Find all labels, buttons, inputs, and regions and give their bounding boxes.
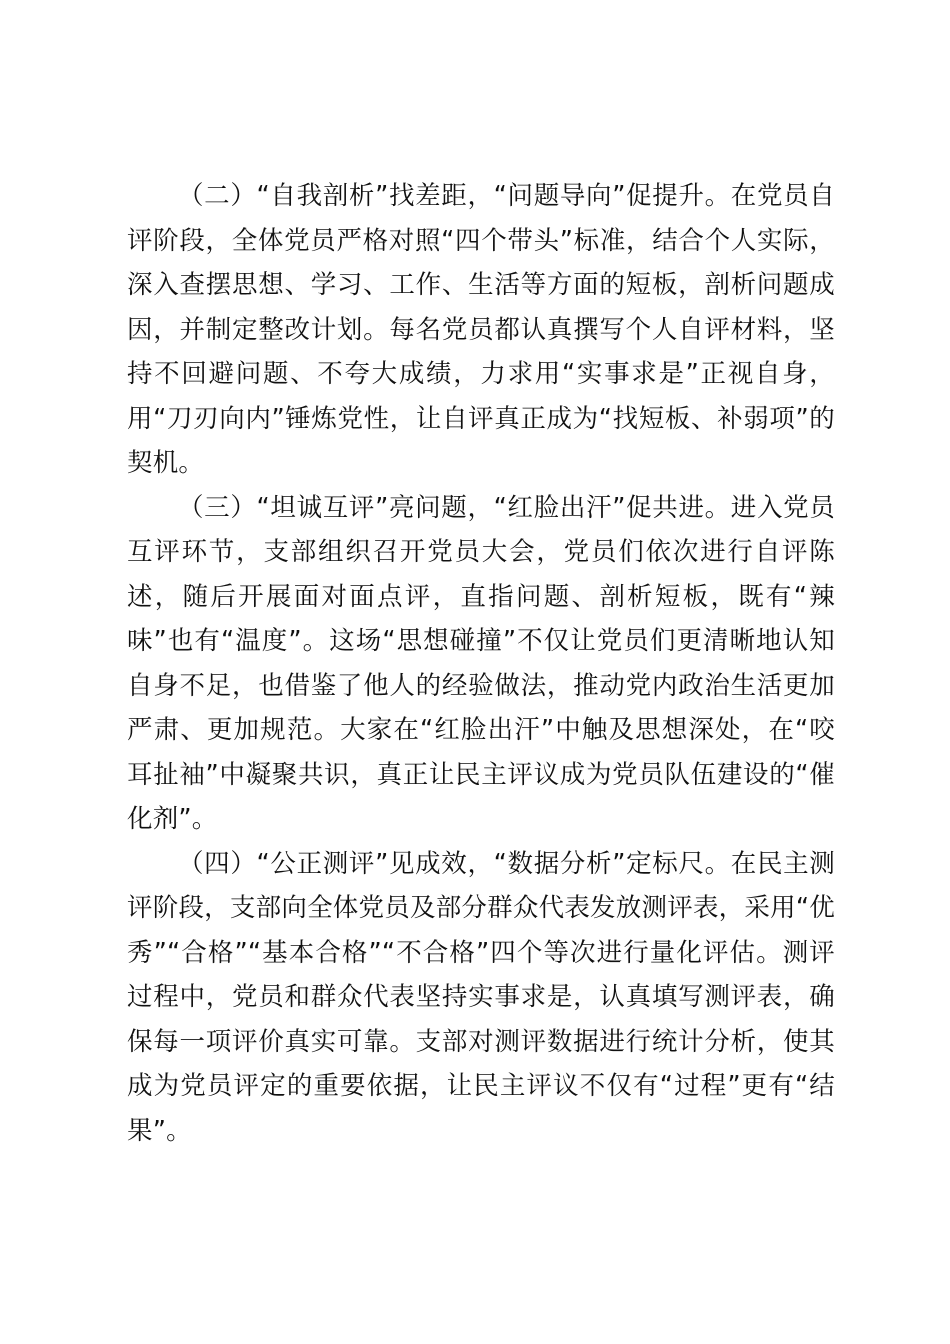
paragraph-self-review: （二）“自我剖析”找差距，“问题导向”促提升。在党员自评阶段，全体党员严格对照“四个带头”标准，结合个人实际，深入查摆思想、学习、工作、生活等方面的短板，剖析问题成因，并制定整改计划。每名党员都认真撰写个人自评材料，坚持不回避问题、不夸大成绩，力求用“实事求是”正视自身，用“刀刃向内”锤炼党性，让自评真正成为“找短板、补弱项”的契机。 <box>127 181 835 478</box>
paragraph-evaluation: （四）“公正测评”见成效，“数据分析”定标尺。在民主测评阶段，支部向全体党员及部分群众代表发放测评表，采用“优秀”“合格”“基本合格”“不合格”四个等次进行量化评估。测评过程中，党员和群众代表坚持实事求是，认真填写测评表，确保每一项评价真实可靠。支部对测评数据进行统计分析，使其成为党员评定的重要依据，让民主评议不仅有“过程”更有“结果”。 <box>127 848 835 1146</box>
paragraph-peer-review: （三）“坦诚互评”亮问题，“红脸出汗”促共进。进入党员互评环节，支部组织召开党员大会，党员们依次进行自评陈述，随后开展面对面点评，直指问题、剖析短板，既有“辣味”也有“温度”。这场“思想碰撞”不仅让党员们更清晰地认知自身不足，也借鉴了他人的经验做法，推动党内政治生活更加严肃、更加规范。大家在“红脸出汗”中触及思想深处，在“咬耳扯袖”中凝聚共识，真正让民主评议成为党员队伍建设的“催化剂”。 <box>127 492 835 834</box>
document-body <box>127 174 835 1153</box>
